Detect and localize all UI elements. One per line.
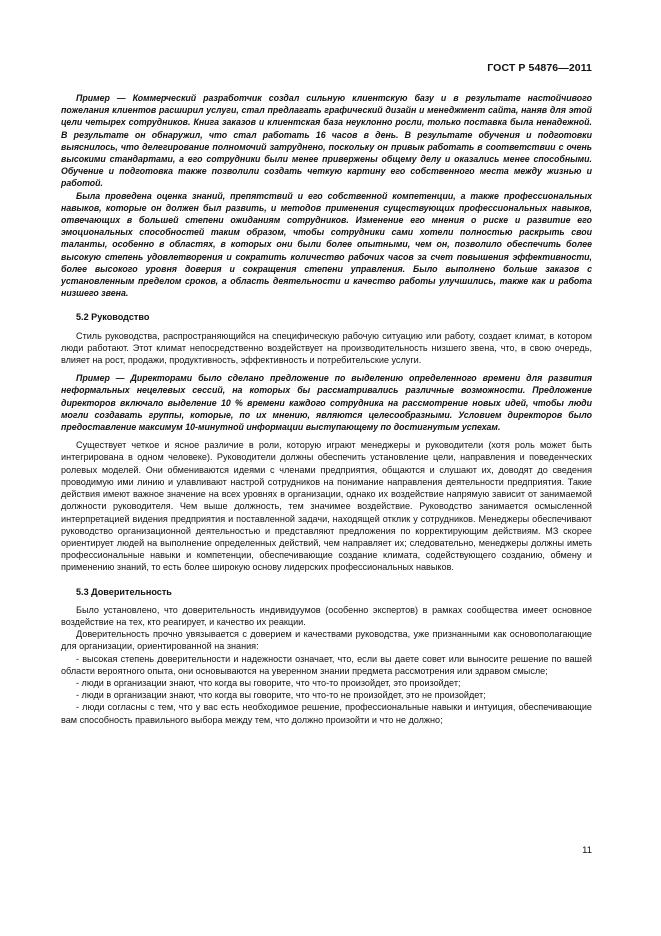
section-heading: 5.3 Доверительность [76, 586, 172, 597]
body-paragraph: Стиль руководства, распространяющийся на специфическую рабочую ситуацию или работу, создает климат, в котором люди работают. Этот климат непосредственно воздействует на производительность низшего звена, что, в свою очередь, влияет на рост, продажи, продуктивность, эффективность и потребительские услуги. [61, 330, 592, 366]
example-paragraph: Пример — Коммерческий разработчик создал сильную клиентскую базу и в результате настойчивого пожелания клиентов расширил услуги, стал предлагать графический дизайн и менеджмент сайта, наняв для этой цели четырех сотрудников. Книга заказов и клиентская база неуклонно росли, только поставка была ненадежной. В результате он обнаружил, что стал работать 16 часов в день. В результате обучения и подготовки выяснилось, что делегирование полномочий затруднено, поскольку он привык работать в соответствии с очень высокими стандартами, а его сотрудники были менее привержены общему делу и оказались менее способными. Обучение и подготовка также позволили создать четкую картину его собственного места между жизнью и работой. [61, 93, 592, 189]
standard-header: ГОСТ Р 54876—2011 [487, 62, 592, 74]
body-paragraph: Было установлено, что доверительность индивидуумов (особенно экспертов) в рамках сообщества имеет основное воздействие на тех, кто реагирует, и качество их реакции. [61, 604, 592, 627]
list-item: - люди согласны с тем, что у вас есть необходимое решение, профессиональные навыки и интуиция, обеспечивающие вам способность правильного выбора между тем, что должно произойти и что не должно; [61, 702, 592, 725]
list-item: - люди в организации знают, что когда вы говорите, что что-то не произойдет, это не произойдет; [76, 690, 486, 701]
example-paragraph: Пример — Директорами было сделано предложение по выделению определенного времени для развития неформальных нецелевых сессий, на которых бы рассматривались различные возможности. Предложение директоров включало выделение 10 % времени каждого сотрудника на рассмотрение новых идей, чтобы люди могли создавать группы, которые, по их мнению, являются целесообразными. Условием директоров было предоставление максимум 10-минутной информации выступающему по достигнутым успехам. [61, 373, 592, 433]
document-body [61, 92, 592, 726]
body-paragraph: Существует четкое и ясное различие в роли, которую играют менеджеры и руководители (хотя роль может быть интегрирована в одном человеке). Руководители должны обеспечить установление цели, направления и поведенческих ролевых моделей. Они обмениваются идеями с членами предприятия, общаются и слушают их, доводят до сведения проводимую ими линию и улавливают настрой сотрудников на понимание направления деятельности предприятия. Такие действия имеют важное значение на всех уровнях в организации, однако их воздействие напрямую зависит от занимаемой должности руководителя. Чем выше должность, тем значимее воздействие. Руководство занимается осмысленной интерпретацией видения предприятия и поставленной задачи, находящей отклик у сотрудников. Менеджеры обеспечивают руководство организационной деятельностью и представляют предложения по корректирующим действиям. МЗ скорее ориентирует людей на выполнение определенных действий, чем направляет их; следовательно, менеджеры должны иметь профессиональные навыки и компетенции, обеспечивающие создание климата, содействующего созданию, обмену и применению знаний, то есть более широкую основу лидерских профессиональных навыков. [61, 440, 592, 573]
page-number: 11 [582, 845, 592, 856]
list-item: - высокая степень доверительности и надежности означает, что, если вы даете совет или выносите решение по вашей области вероятного опыта, они основываются на уверенном знании предмета рассмотрения или здравом смысле; [61, 653, 592, 676]
list-item: - люди в организации знают, что когда вы говорите, что что-то произойдет, это произойдет; [76, 677, 461, 688]
body-paragraph: Доверительность прочно увязывается с доверием и качествами руководства, уже признанными как основополагающие для организации, ориентированной на знания: [61, 629, 592, 652]
section-heading: 5.2 Руководство [76, 312, 150, 323]
example-paragraph: Была проведена оценка знаний, препятствий и его собственной компетенции, а также профессиональных навыков, которые он должен был развить, и методов применения существующих профессиональных навыков, отвечающих в большей степени ожиданиям сотрудников. Изменение его мнения о риске и развитие его эмоциональных способностей таким образом, чтобы сотрудники сами хотели полностью раскрыть свои таланты, особенно в областях, в которых они были более опытными, чем он, позволило обеспечить более высокую степень удовлетворения и сократить количество рабочих часов за счет повышения эффективности, более высокого уровня доверия и сокращения степени управления. Было выполнено больше заказов с установленным пределом сроков, а область деятельности и качество работы улучшились, также как и работа низшего звена. [61, 190, 592, 299]
